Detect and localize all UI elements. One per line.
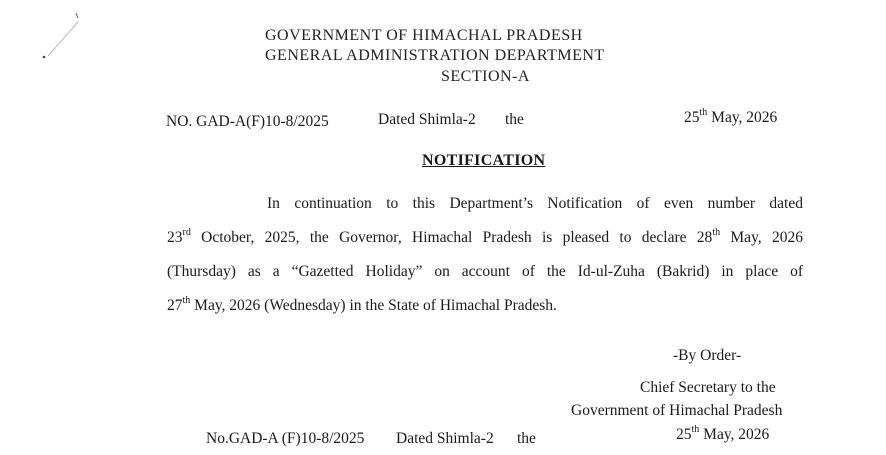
pen-stroke-mark — [40, 10, 85, 65]
ref-date — [684, 109, 777, 127]
ref2-date-sup: th — [691, 424, 700, 435]
by-order: -By Order- — [673, 347, 742, 364]
signatory-office: Government of Himachal Pradesh — [571, 402, 783, 419]
ref2-date-rest: May, 2026 — [703, 426, 770, 443]
signatory-title: Chief Secretary to the — [640, 379, 776, 396]
body-line-2 — [167, 221, 803, 255]
ref-dated: Dated Shimla-2 — [378, 111, 476, 128]
ref-date-sup: th — [699, 107, 708, 118]
body-day-27: 27 — [167, 297, 183, 314]
body-line-1: In continuation to this Department’s Notification of even number dated — [267, 195, 803, 212]
notification-body — [167, 187, 803, 323]
header-department: GENERAL ADMINISTRATION DEPARTMENT — [265, 47, 605, 64]
body-sup-th-2: th — [182, 295, 191, 306]
body-line-4 — [167, 289, 803, 323]
body-sup-rd: rd — [182, 227, 191, 238]
header-section: SECTION-A — [441, 68, 530, 85]
ref2-dated: Dated Shimla-2 — [396, 430, 494, 447]
body-line-2-mid: October, 2025, the Governor, Himachal Pradesh is pleased to declare 28 — [190, 229, 713, 246]
ref-the: the — [505, 111, 524, 128]
ref-date-rest: May, 2026 — [711, 109, 778, 126]
ref-number: NO. GAD-A(F)10-8/2025 — [166, 113, 329, 130]
ref2-date-day: 25 — [676, 426, 692, 443]
header-government: GOVERNMENT OF HIMACHAL PRADESH — [265, 27, 583, 44]
ref2-date — [676, 426, 769, 444]
body-line-3: (Thursday) as a “Gazetted Holiday” on account of the Id-ul-Zuha (Bakrid) in place of — [167, 263, 803, 280]
body-day-23: 23 — [167, 229, 183, 246]
ref2-number: No.GAD-A (F)10-8/2025 — [206, 430, 365, 447]
ref2-the: the — [517, 430, 536, 447]
body-line-4-end: May, 2026 (Wednesday) in the State of Himachal Pradesh. — [190, 297, 557, 314]
notification-title: NOTIFICATION — [422, 152, 546, 169]
ref-date-day: 25 — [684, 109, 700, 126]
body-line-2-end: May, 2026 — [720, 229, 803, 246]
body-sup-th: th — [712, 227, 721, 238]
